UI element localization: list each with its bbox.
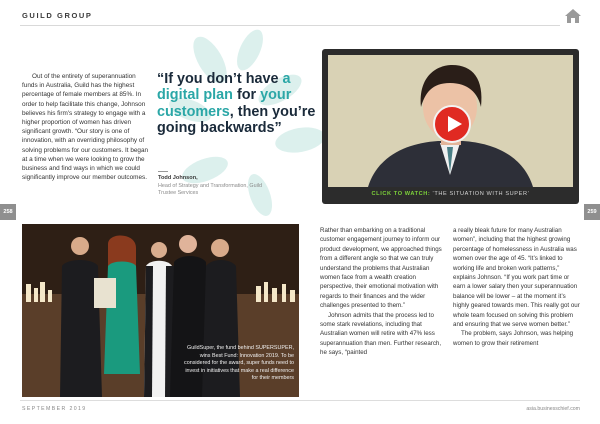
footer-divider xyxy=(20,400,580,401)
photo-caption: GuildSuper, the fund behind SUPERSUPER, wins Best Fund: Innovation 2019. To be considered for the award, super funds need to invest in initiatives that make a real difference for their members xyxy=(184,345,294,382)
body-column-right xyxy=(453,226,581,348)
quote-highlight: your customers xyxy=(157,87,292,120)
page-number-left: 258 xyxy=(0,204,16,220)
body-paragraph: a really bleak future for many Australian women”, including that the highest growing percentage of homelessness in Australia was women over the age of 45. “It’s linked to working life and broken work patterns,” explains Johnson. “If you work part time or earn a lower salary then your superannuation balance will be lower – at the moment it’s highly geared towards men. This really got our whole team focused on solving this problem and ensuring that we serve women better.” xyxy=(453,227,580,329)
video-caption[interactable] xyxy=(322,191,579,197)
video-title[interactable]: ‘THE SITUATION WITH SUPER’ xyxy=(432,191,530,197)
video-thumbnail[interactable] xyxy=(328,55,573,187)
video-cta-label[interactable]: CLICK TO WATCH: xyxy=(371,191,431,197)
body-paragraph: The problem, says Johnson, was helping women to grow their retirement xyxy=(453,330,574,347)
brand-name: GUILD GROUP xyxy=(22,11,93,20)
quote-text: for xyxy=(232,87,261,104)
body-paragraph: Out of the entirety of superannuation funds in Australia, Guild has the highest percentage of female members at 85%. In order to help facilitate this change, Johnson believes his firm's strategy to engage with a higher proportion of women has driven significant growth. “Our story is one of innovation, with an overriding philosophy of solving problems for our customers. It began at a time when we were looking to grow the business and find ways in which we could significantly improve our member outcomes. xyxy=(22,73,149,182)
pull-quote xyxy=(157,71,317,137)
quote-attribution-role: Head of Strategy and Transformation, Guild Trustee Services xyxy=(158,183,262,197)
quote-attribution-name: Todd Johnson, xyxy=(158,175,198,181)
page-number-right: 259 xyxy=(584,204,600,220)
body-column-middle xyxy=(320,226,444,358)
award-photo xyxy=(22,224,299,397)
issue-date: SEPTEMBER 2019 xyxy=(22,406,87,412)
quote-text: “If you don’t have xyxy=(157,71,283,87)
play-icon[interactable] xyxy=(433,105,471,143)
video-player[interactable] xyxy=(322,49,579,204)
home-icon[interactable] xyxy=(564,8,582,24)
quote-highlight: a digital plan xyxy=(157,71,291,104)
body-column-left xyxy=(22,72,150,182)
body-paragraph: Rather than embarking on a traditional customer engagement journey to inform our product development, we approached things from a different angle so that we can truly understand the problems that Australian women face from a wealth creation perspective, their emotional motivation with regards to their finances and the wider challenges presented to them.” xyxy=(320,227,442,310)
body-paragraph: Johnson admits that the process led to some stark revelations, including that Australian women will retire with 47% less superannuation than men. Further research, he says, “painted xyxy=(320,311,442,357)
website-link[interactable]: asia.businesschief.com xyxy=(526,406,580,412)
quote-text: , then you’re going backwards” xyxy=(157,103,316,137)
quote-divider xyxy=(158,171,168,172)
